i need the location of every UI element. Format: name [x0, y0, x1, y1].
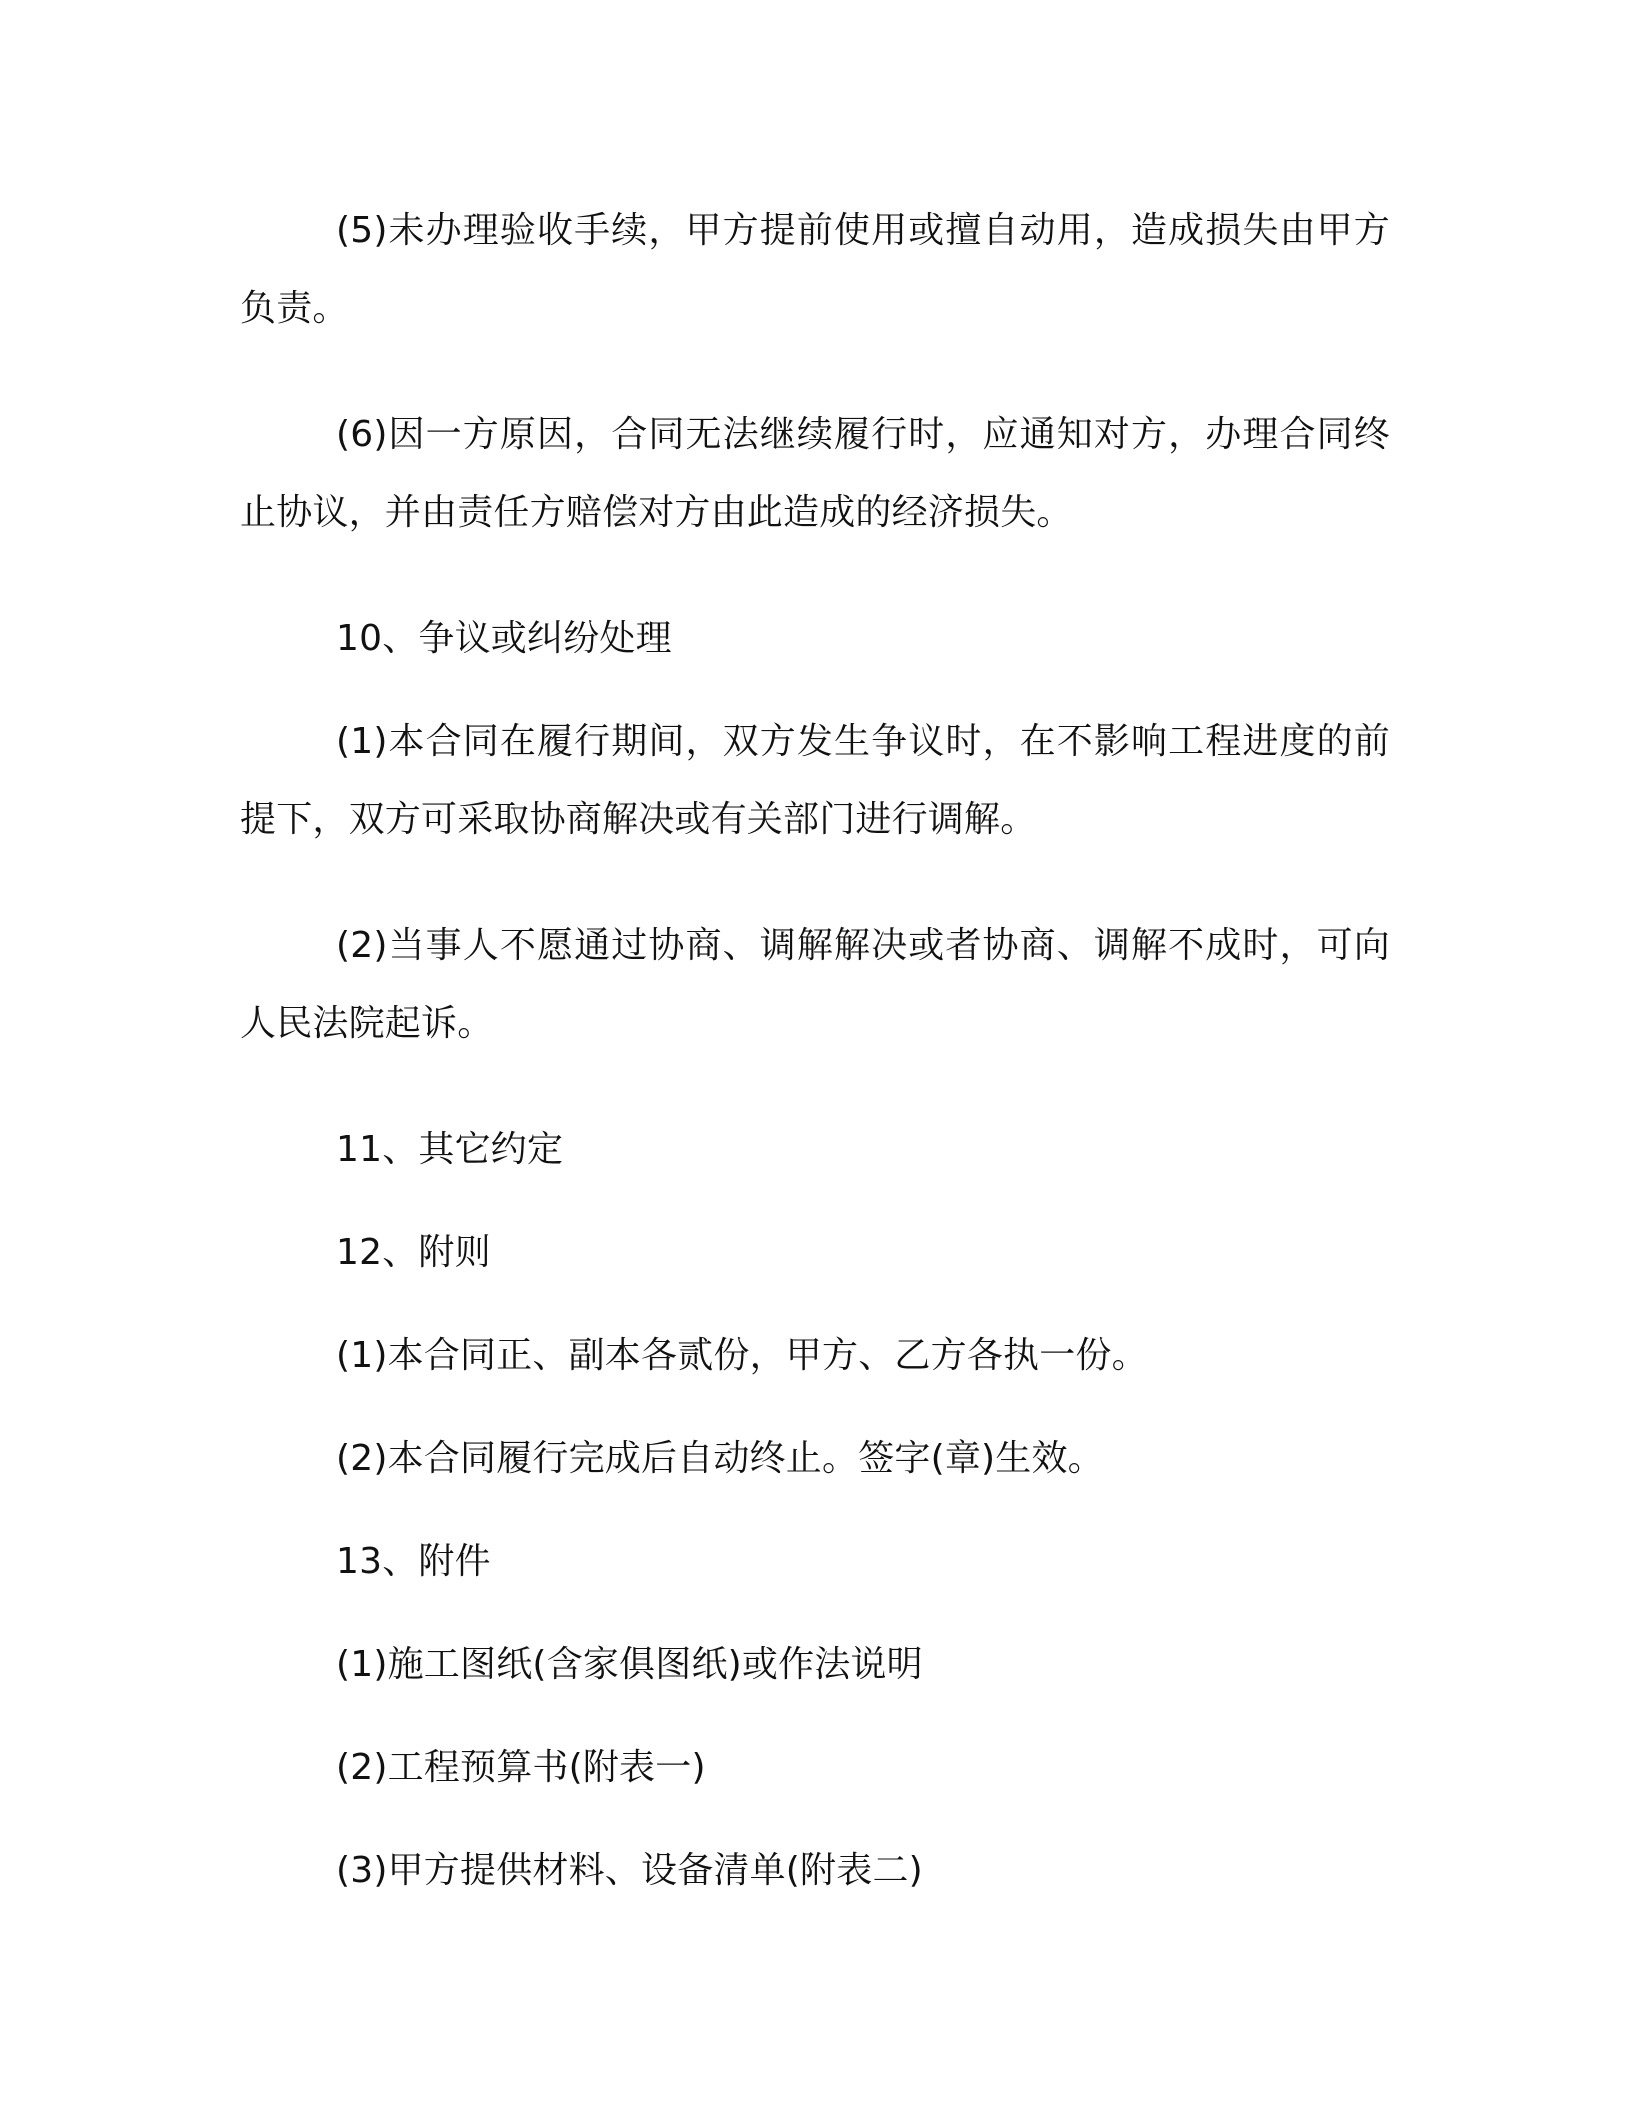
clause-paragraph: (1)本合同在履行期间，双方发生争议时，在不影响工程进度的前提下，双方可采取协商解决或有关部门进行调解。 — [240, 721, 1390, 840]
attachment-item: (2)工程预算书(附表一) — [336, 1747, 706, 1788]
attachment-item: (3)甲方提供材料、设备清单(附表二) — [336, 1850, 923, 1891]
clause-paragraph: (1)本合同正、副本各贰份，甲方、乙方各执一份。 — [336, 1335, 1148, 1376]
clause-paragraph: (2)当事人不愿通过协商、调解解决或者协商、调解不成时，可向人民法院起诉。 — [240, 925, 1390, 1044]
section-heading: 11、其它约定 — [336, 1129, 564, 1170]
section-heading: 12、附则 — [336, 1232, 491, 1273]
attachment-item: (1)施工图纸(含家俱图纸)或作法说明 — [336, 1644, 923, 1685]
clause-paragraph: (6)因一方原因，合同无法继续履行时，应通知对方，办理合同终止协议，并由责任方赔偿对方由此造成的经济损失。 — [240, 414, 1390, 533]
clause-paragraph: (5)未办理验收手续，甲方提前使用或擅自动用，造成损失由甲方负责。 — [240, 210, 1390, 329]
clause-paragraph: (2)本合同履行完成后自动终止。签字(章)生效。 — [336, 1438, 1104, 1479]
section-heading: 10、争议或纠纷处理 — [336, 618, 672, 659]
section-heading: 13、附件 — [336, 1541, 491, 1582]
document-body — [240, 192, 1390, 1935]
